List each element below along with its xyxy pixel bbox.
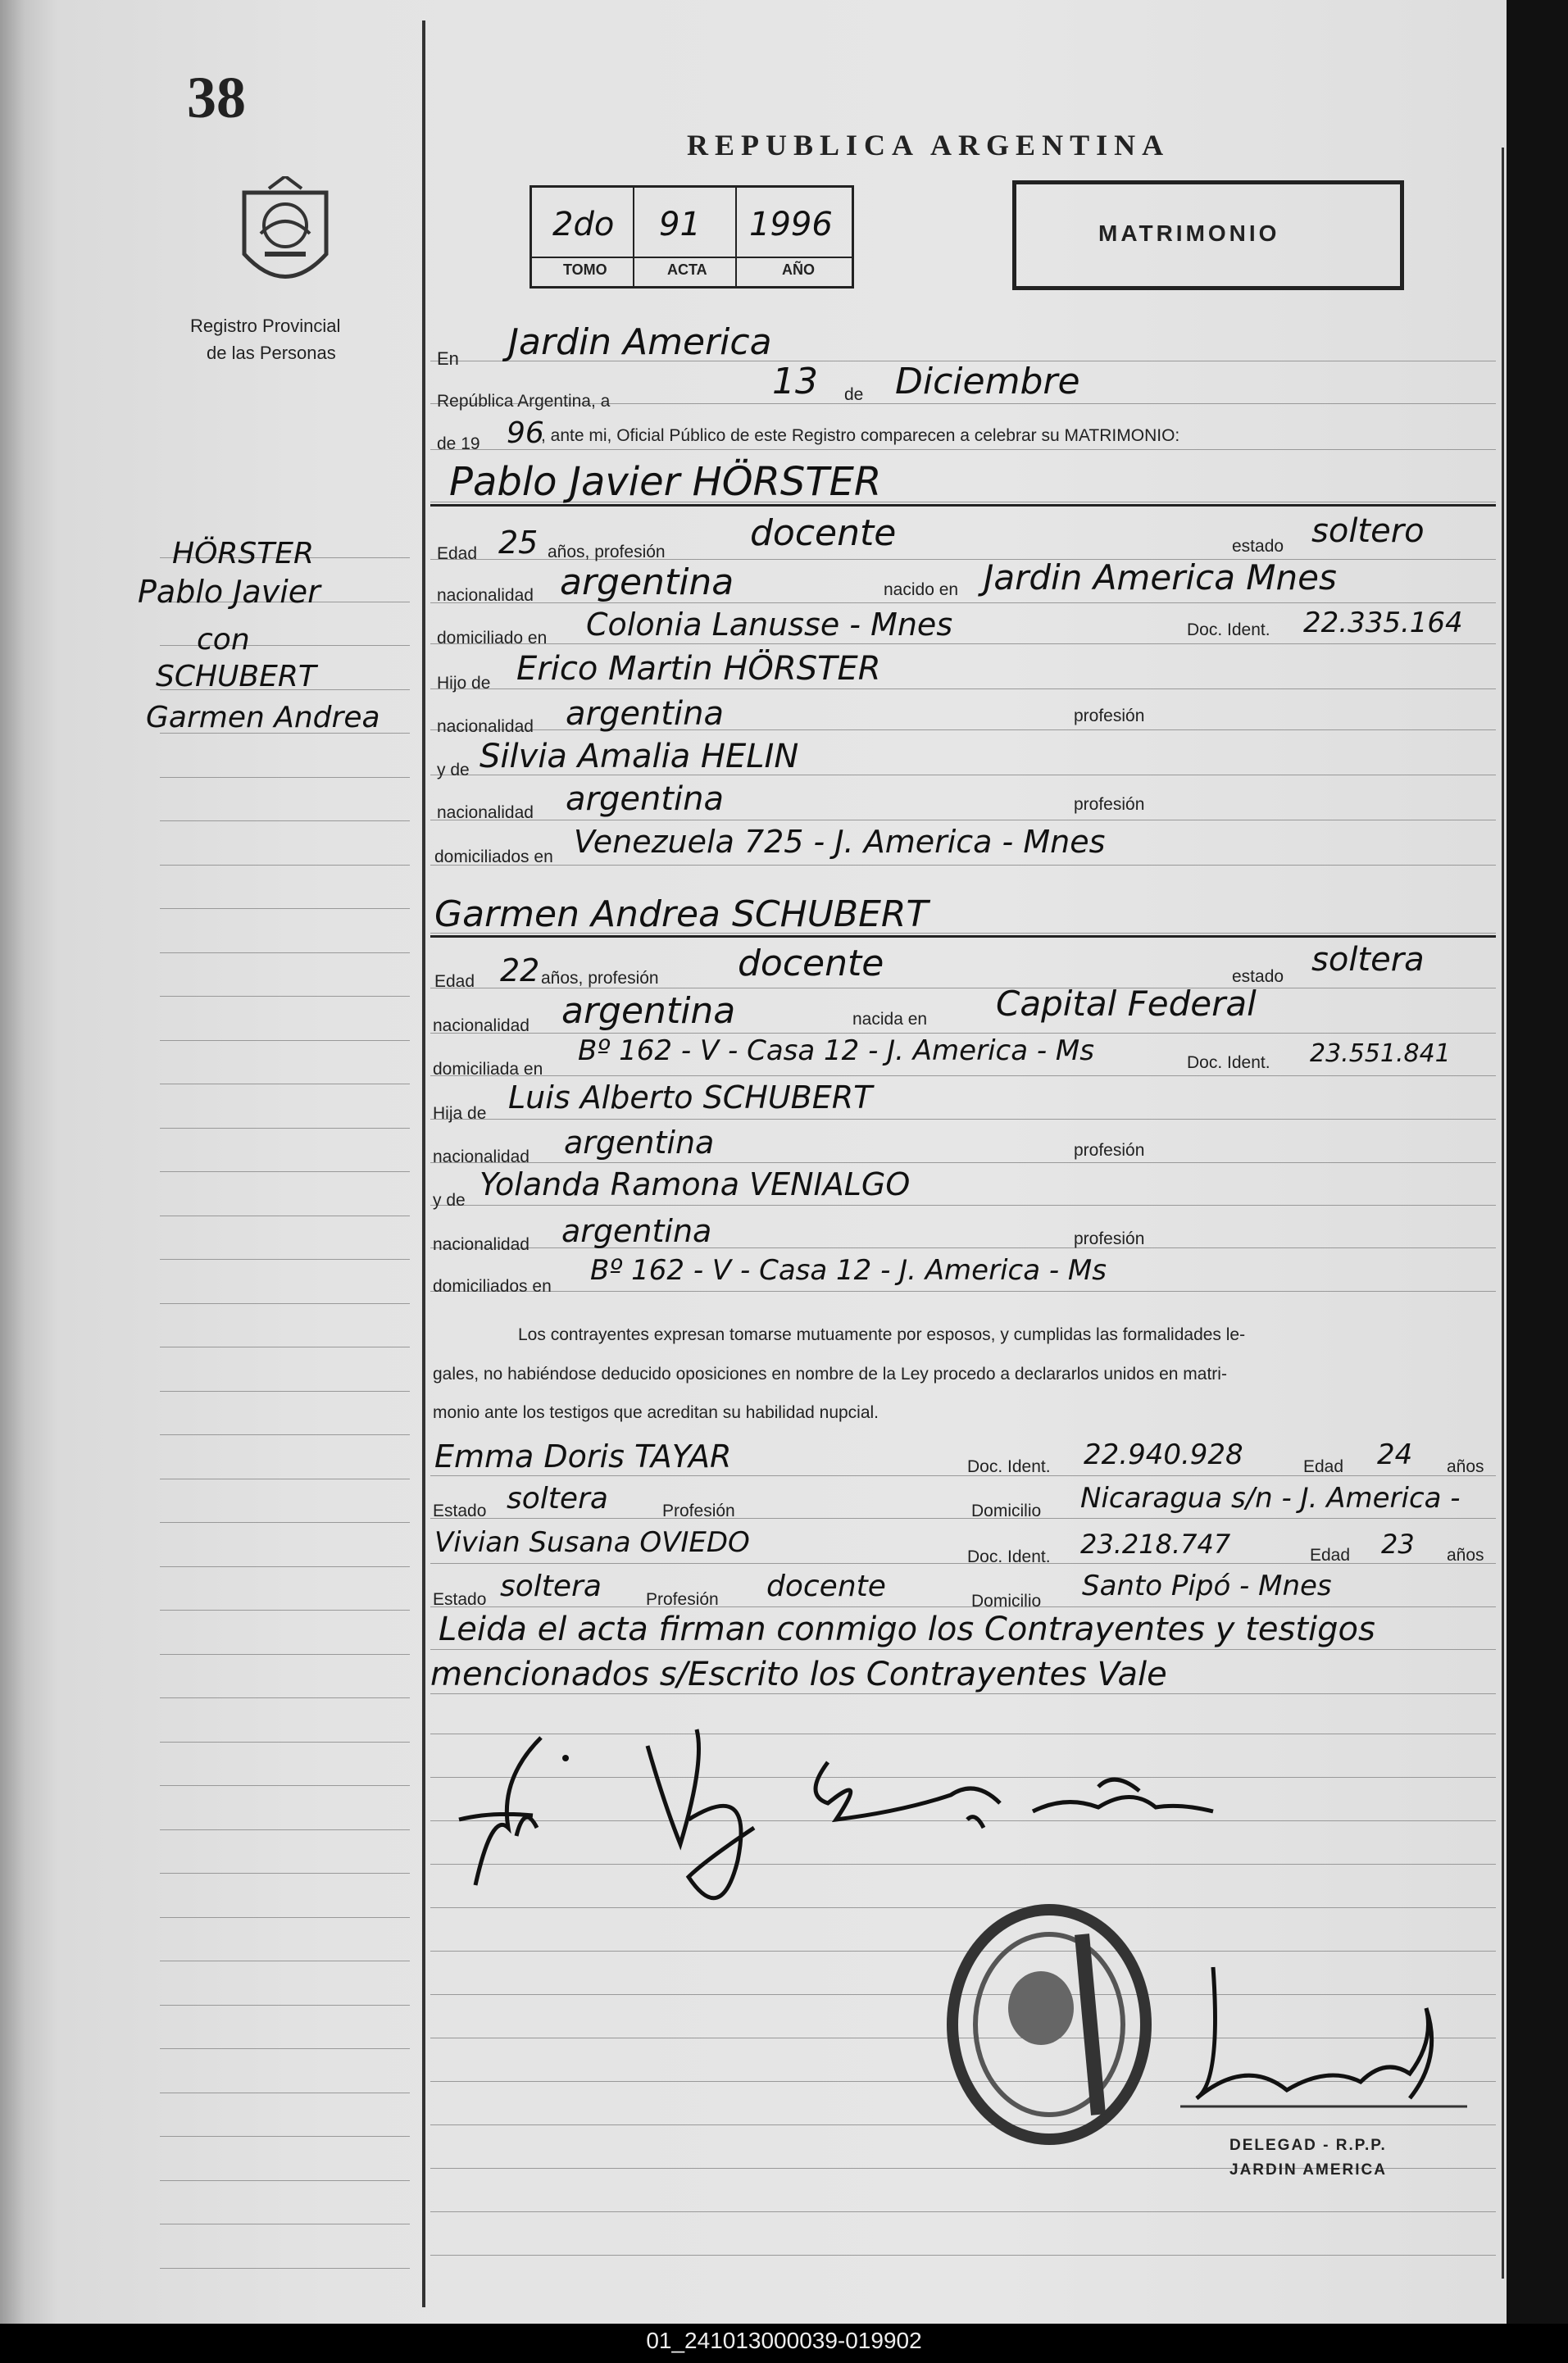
witness1-domicilio-label: Domicilio <box>971 1502 1042 1520</box>
witness1-profesion-label: Profesión <box>662 1502 735 1520</box>
groom-madre-nac: argentina <box>566 780 724 818</box>
body-ruled-line <box>430 1075 1496 1076</box>
witness2-name: Vivian Susana OVIEDO <box>434 1526 750 1559</box>
body-ruled-line <box>430 1291 1496 1292</box>
witness1-doc-label: Doc. Ident. <box>967 1457 1051 1476</box>
body-ruled-line <box>430 2211 1496 2212</box>
tomo-label: TOMO <box>563 261 607 278</box>
official-seal-stamp <box>943 1902 1156 2147</box>
bride-padre-nac: argentina <box>564 1125 715 1161</box>
witness1-domicilio: Nicaragua s/n - J. America - <box>1080 1482 1461 1515</box>
groom-edad-label: Edad <box>437 544 478 563</box>
witness2-edad-label: Edad <box>1310 1546 1351 1565</box>
groom-nacido: Jardin America Mnes <box>984 557 1337 598</box>
groom-estado: soltero <box>1311 512 1425 550</box>
bride-hija-label: Hija de <box>433 1104 487 1123</box>
witness2-estado: soltera <box>500 1570 602 1603</box>
margin-ruled-line <box>160 952 410 953</box>
year-prefix: de 19 <box>437 434 480 453</box>
margin-ruled-line <box>160 1522 410 1523</box>
bride-padres-dom-label: domiciliados en <box>433 1277 552 1296</box>
body-ruled-line <box>430 2255 1496 2256</box>
groom-dom: Colonia Lanusse - Mnes <box>586 607 953 643</box>
witness1-estado-label: Estado <box>433 1502 487 1520</box>
body-ruled-line <box>430 1162 1496 1163</box>
witness2-doc-label: Doc. Ident. <box>967 1547 1051 1566</box>
margin-divider <box>422 20 425 2307</box>
witness2-profesion: docente <box>766 1570 886 1603</box>
body-ruled-line <box>430 688 1496 689</box>
bride-profesion: docente <box>738 943 884 984</box>
de-label: de <box>844 385 864 404</box>
groom-padre-nac-label: nacionalidad <box>437 717 534 736</box>
margin-note-line3: con <box>197 623 250 657</box>
body-ruled-line <box>430 1518 1496 1519</box>
ano-value: 1996 <box>749 206 833 243</box>
body-ruled-line <box>430 643 1496 644</box>
declaration-line3: monio ante los testigos que acreditan su habilidad nupcial. <box>433 1403 879 1422</box>
intro-text: , ante mi, Oficial Público de este Registro comparecen a celebrar su MATRIMONIO: <box>541 426 1180 445</box>
doc-type-box <box>1012 180 1404 290</box>
section-separator <box>430 935 1496 938</box>
groom-padre-prof-label: profesión <box>1074 707 1145 725</box>
witness1-estado: soltera <box>507 1482 608 1516</box>
margin-ruled-line <box>160 1128 410 1129</box>
bride-madre-prof-label: profesión <box>1074 1229 1145 1248</box>
tomo-value: 2do <box>552 206 615 243</box>
margin-ruled-line <box>160 1610 410 1611</box>
bride-edad-label: Edad <box>434 972 475 991</box>
right-border <box>1502 148 1504 2279</box>
declaration-line2: gales, no habiéndose deducido oposiciones en nombre de la Ley procedo a declararlos unidos en matri- <box>433 1365 1227 1384</box>
groom-padre: Erico Martin HÖRSTER <box>516 650 881 688</box>
bride-padre-prof-label: profesión <box>1074 1141 1145 1160</box>
margin-ruled-line <box>160 1303 410 1304</box>
bride-madre-nac-label: nacionalidad <box>433 1235 529 1254</box>
witness2-profesion-label: Profesión <box>646 1590 719 1609</box>
closing-line1: Leida el acta firman conmigo los Contrayentes y testigos <box>439 1611 1375 1648</box>
margin-note-line4: SCHUBERT <box>156 660 316 693</box>
margin-ruled-line <box>160 996 410 997</box>
groom-nacido-label: nacido en <box>884 580 959 599</box>
signatures-image <box>443 1713 1344 1943</box>
witness1-anos-label: años <box>1447 1457 1484 1476</box>
bride-madre: Yolanda Ramona VENIALGO <box>479 1166 911 1202</box>
groom-madre: Silvia Amalia HELIN <box>479 738 799 775</box>
groom-dom-label: domiciliado en <box>437 629 548 648</box>
bride-estado-label: estado <box>1232 967 1284 986</box>
margin-ruled-line <box>160 1873 410 1874</box>
doc-type: MATRIMONIO <box>1098 220 1280 246</box>
bride-nacida: Capital Federal <box>996 984 1257 1024</box>
groom-nac-label: nacionalidad <box>437 586 534 605</box>
margin-ruled-line <box>160 1171 410 1172</box>
groom-madre-nac-label: nacionalidad <box>437 803 534 822</box>
ano-label: AÑO <box>782 261 815 278</box>
witness1-name: Emma Doris TAYAR <box>434 1438 732 1475</box>
groom-doc: 22.335.164 <box>1303 607 1463 639</box>
page-number: 38 <box>187 65 246 130</box>
margin-ruled-line <box>160 2180 410 2181</box>
country-title: REPUBLICA ARGENTINA <box>687 129 1170 161</box>
scan-edge <box>1507 0 1568 2324</box>
declaration-line1: Los contrayentes expresan tomarse mutuamente por esposos, y cumplidas las formalidades le- <box>518 1325 1246 1344</box>
groom-padres-dom-label: domiciliados en <box>434 847 553 866</box>
groom-hijo-label: Hijo de <box>437 674 491 693</box>
bride-edad: 22 <box>500 952 540 988</box>
bride-padres-dom: Bº 162 - V - Casa 12 - J. America - Ms <box>590 1254 1107 1287</box>
bride-nac: argentina <box>561 990 736 1032</box>
bride-dom: Bº 162 - V - Casa 12 - J. America - Ms <box>578 1034 1094 1067</box>
body-ruled-line <box>430 1693 1496 1694</box>
margin-note-line5: Garmen Andrea <box>146 701 380 734</box>
body-ruled-line <box>430 1119 1496 1120</box>
body-ruled-line <box>430 865 1496 866</box>
republica-label: República Argentina, a <box>437 392 611 411</box>
body-ruled-line <box>430 449 1496 450</box>
bride-estado: soltera <box>1311 941 1425 979</box>
groom-padre-nac: argentina <box>566 695 724 733</box>
margin-ruled-line <box>160 2136 410 2137</box>
margin-ruled-line <box>160 908 410 909</box>
bride-madre-nac: argentina <box>561 1213 712 1249</box>
bride-dom-label: domiciliada en <box>433 1060 543 1079</box>
bride-name: Garmen Andrea SCHUBERT <box>434 893 929 935</box>
groom-doc-label: Doc. Ident. <box>1187 620 1270 639</box>
groom-name: Pablo Javier HÖRSTER <box>449 459 882 505</box>
margin-ruled-line <box>160 1259 410 1260</box>
margin-ruled-line <box>160 1434 410 1435</box>
groom-profesion: docente <box>750 512 897 554</box>
margin-ruled-line <box>160 1697 410 1698</box>
witness2-estado-label: Estado <box>433 1590 487 1609</box>
margin-ruled-line <box>160 1917 410 1918</box>
margin-ruled-line <box>160 1654 410 1655</box>
groom-nac: argentina <box>560 561 734 603</box>
year-suffix: 96 <box>507 416 544 450</box>
witness2-anos-label: años <box>1447 1546 1484 1565</box>
margin-ruled-line <box>160 1040 410 1041</box>
bride-padre: Luis Alberto SCHUBERT <box>508 1079 873 1116</box>
margin-note-line2: Pablo Javier <box>138 574 320 610</box>
registry-line1: Registro Provincial <box>190 316 341 336</box>
margin-ruled-line <box>160 1742 410 1743</box>
margin-ruled-line <box>160 777 410 778</box>
margin-ruled-line <box>160 1566 410 1567</box>
bride-nac-label: nacionalidad <box>433 1016 529 1035</box>
margin-ruled-line <box>160 1391 410 1392</box>
body-ruled-line <box>430 1606 1496 1607</box>
groom-yde-label: y de <box>437 761 470 779</box>
margin-ruled-line <box>160 865 410 866</box>
reference-box <box>529 185 854 289</box>
margin-ruled-line <box>160 2268 410 2269</box>
witness1-doc: 22.940.928 <box>1084 1438 1243 1471</box>
registry-line2: de las Personas <box>207 343 336 363</box>
groom-edad: 25 <box>498 525 539 561</box>
witness1-edad: 24 <box>1377 1438 1413 1471</box>
witness2-doc: 23.218.747 <box>1080 1529 1231 1560</box>
bride-padre-nac-label: nacionalidad <box>433 1147 529 1166</box>
bride-profesion-label: años, profesión <box>541 969 659 988</box>
bride-yde-label: y de <box>433 1191 466 1210</box>
day: 13 <box>772 361 818 402</box>
witness2-edad: 23 <box>1381 1529 1415 1560</box>
bride-doc-label: Doc. Ident. <box>1187 1053 1270 1072</box>
groom-estado-label: estado <box>1232 537 1284 556</box>
place: Jardin America <box>508 321 772 363</box>
margin-ruled-line <box>160 820 410 821</box>
month: Diciembre <box>895 361 1080 402</box>
margin-ruled-line <box>160 1829 410 1830</box>
body-ruled-line <box>430 1033 1496 1034</box>
margin-ruled-line <box>160 2048 410 2049</box>
closing-line2: mencionados s/Escrito los Contrayentes Vale <box>430 1656 1167 1693</box>
stamp-line1: DELEGAD - R.P.P. <box>1229 2137 1387 2154</box>
witness1-edad-label: Edad <box>1303 1457 1344 1476</box>
groom-profesion-label: años, profesión <box>548 543 666 561</box>
acta-label: ACTA <box>667 261 707 278</box>
witness2-domicilio-label: Domicilio <box>971 1592 1042 1611</box>
body-ruled-line <box>430 1205 1496 1206</box>
stamp-line2: JARDIN AMERICA <box>1229 2161 1387 2179</box>
bride-doc: 23.551.841 <box>1310 1039 1451 1068</box>
witness2-domicilio: Santo Pipó - Mnes <box>1082 1570 1332 1602</box>
bride-nacida-label: nacida en <box>852 1010 928 1029</box>
scan-id: 01_241013000039-019902 <box>646 2328 922 2353</box>
en-label: En <box>437 348 459 369</box>
margin-ruled-line <box>160 2005 410 2006</box>
margin-ruled-line <box>160 1785 410 1786</box>
groom-padres-dom: Venezuela 725 - J. America - Mnes <box>574 824 1106 860</box>
groom-madre-prof-label: profesión <box>1074 795 1145 814</box>
margin-note-line1: HÖRSTER <box>172 537 315 570</box>
acta-value: 91 <box>659 206 701 243</box>
body-ruled-line <box>430 1649 1496 1650</box>
coat-of-arms-icon <box>228 176 343 299</box>
officer-signature <box>1164 1959 1475 2164</box>
